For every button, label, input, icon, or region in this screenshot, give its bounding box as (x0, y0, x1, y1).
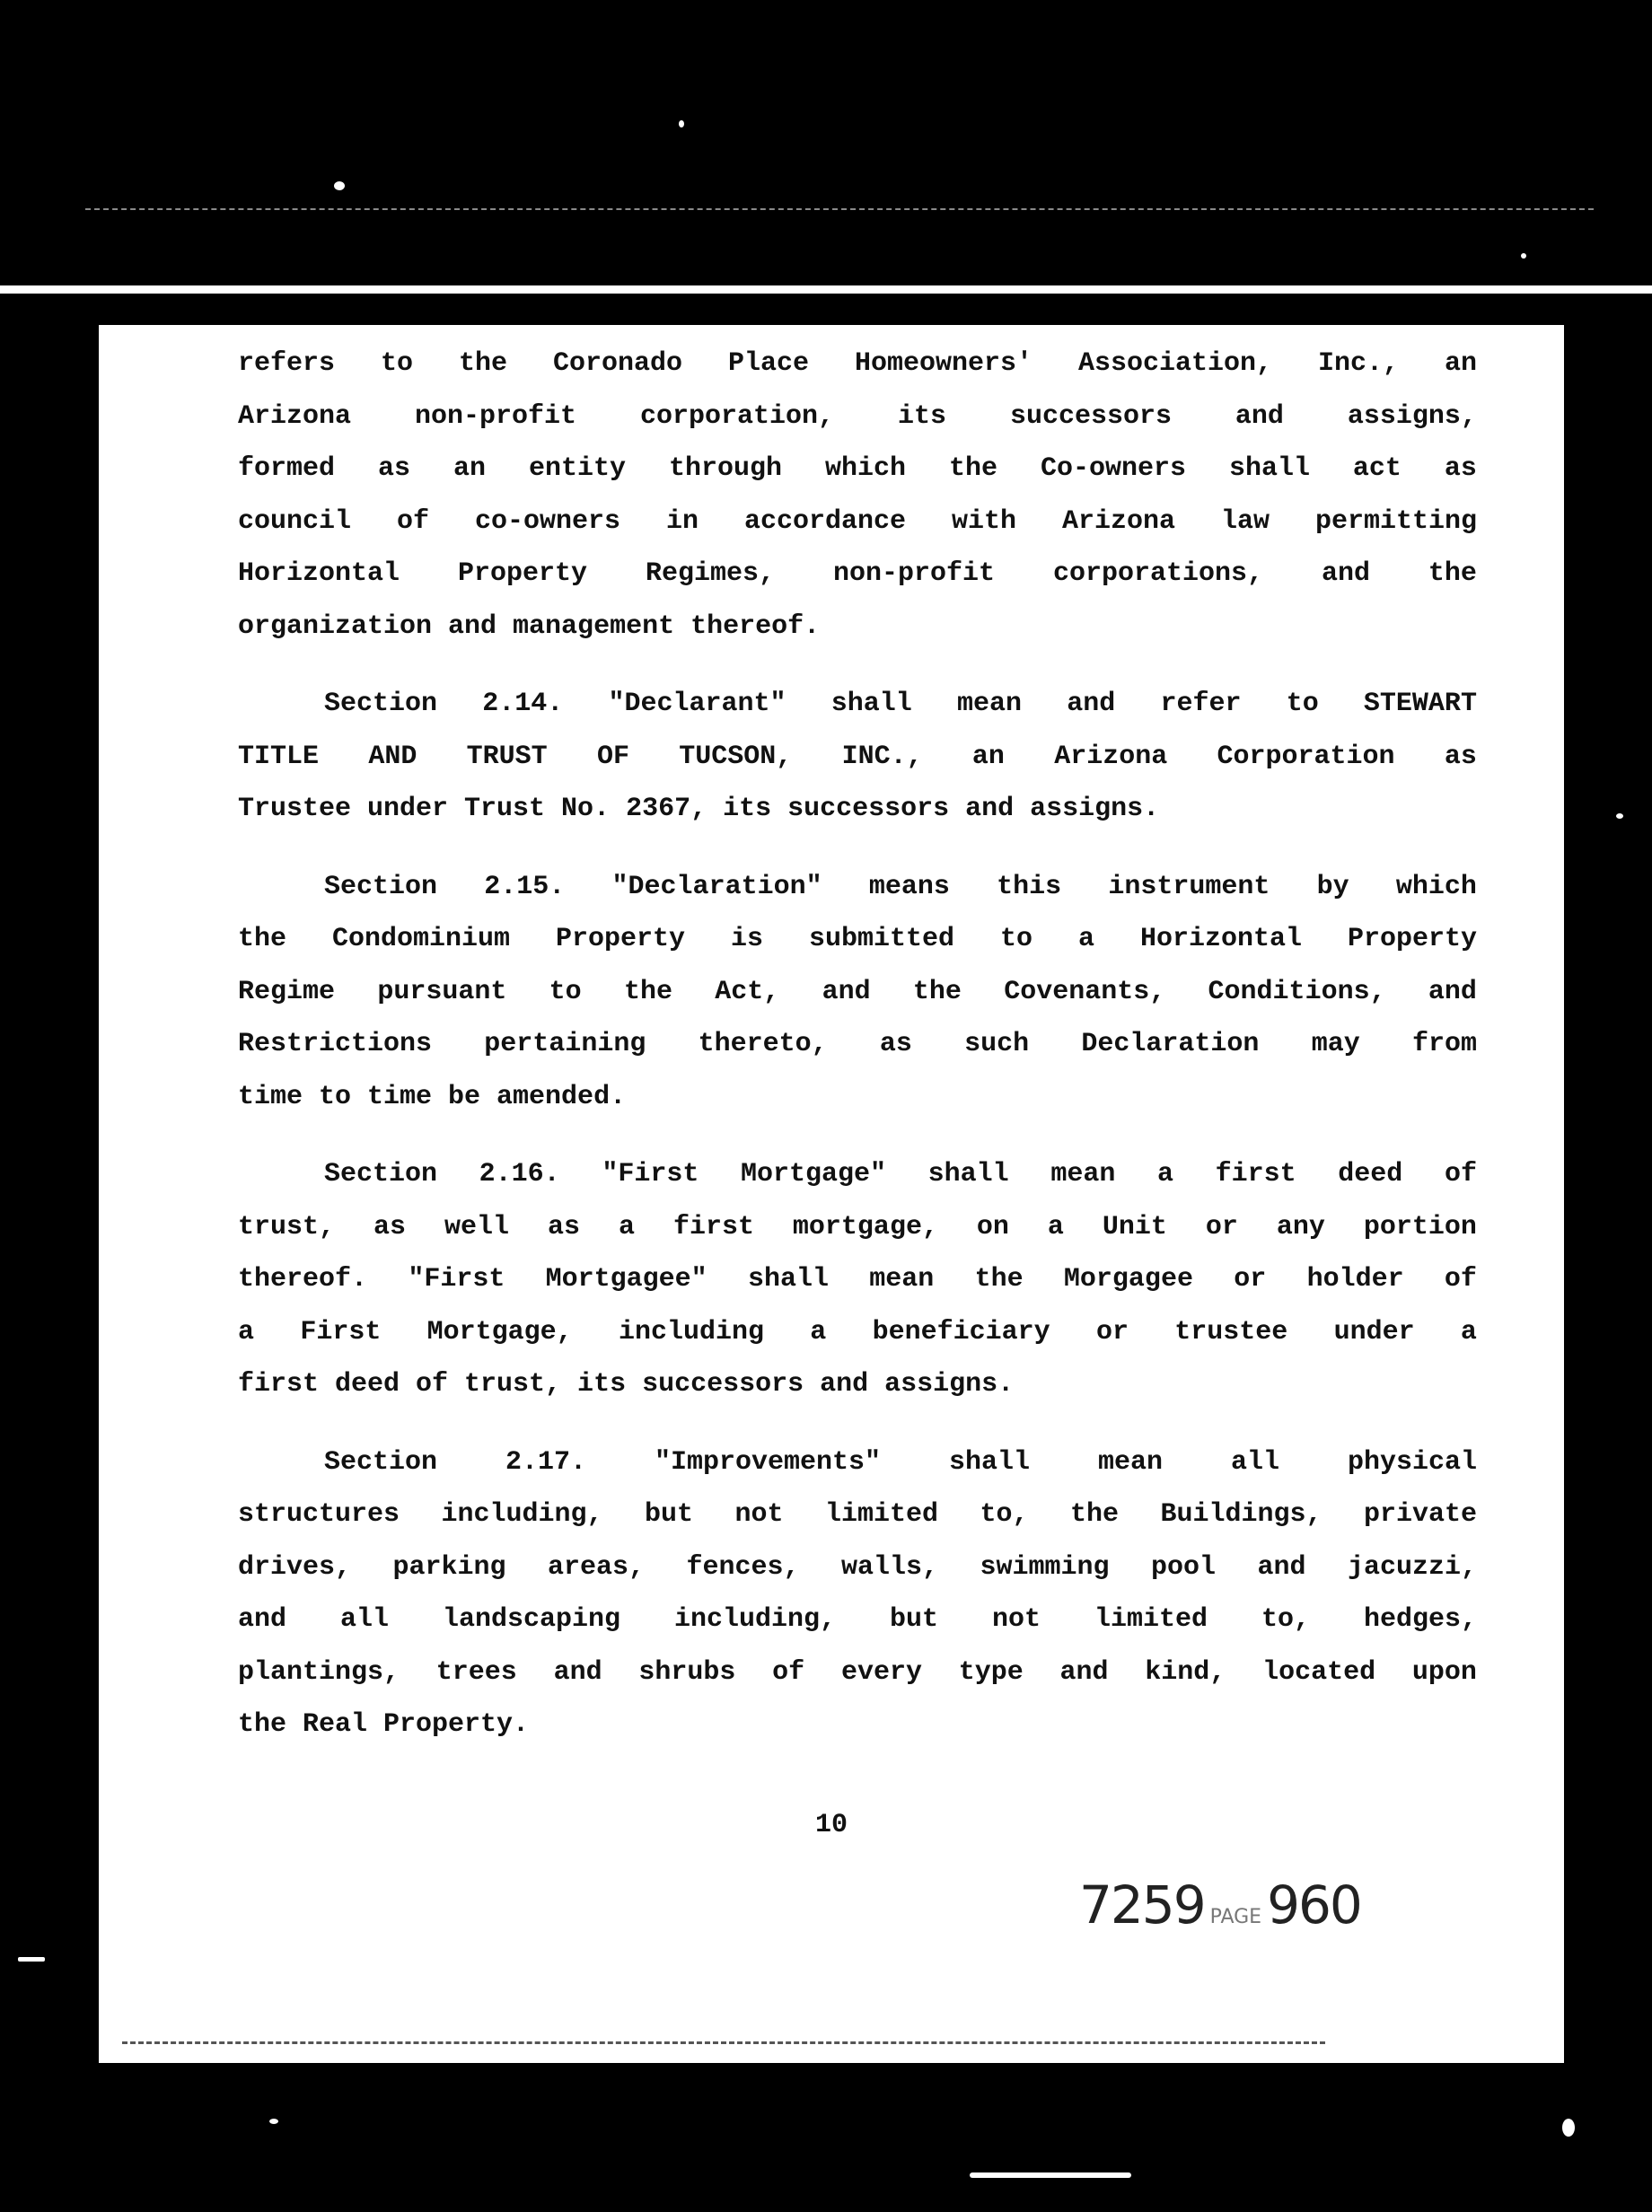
word: law (1220, 505, 1270, 537)
page-number: 10 (814, 1810, 848, 1840)
word: mortgage, (792, 1211, 938, 1242)
text-line: Trustee under Trust No. 2367, its successors and assigns. (238, 794, 1160, 824)
word: structures (238, 1499, 400, 1530)
text-line (238, 548, 1477, 601)
text-line (238, 1018, 1477, 1071)
scan-speck (970, 2172, 1131, 2178)
scan-speck (1616, 813, 1623, 819)
word: trees (435, 1656, 517, 1688)
word: Restrictions (238, 1029, 433, 1059)
word: kind, (1145, 1656, 1226, 1688)
word: Condominium (331, 924, 511, 954)
word: trust, (238, 1211, 336, 1242)
word: or (1234, 1264, 1267, 1295)
stamp-middle: PAGE (1209, 1906, 1262, 1928)
word: including, (441, 1499, 603, 1530)
word: Association, (1077, 348, 1273, 379)
word: as (879, 1029, 912, 1059)
word: Declaration (1081, 1029, 1260, 1059)
word: such (964, 1029, 1030, 1059)
word: the (948, 453, 997, 484)
word: Property (457, 558, 588, 589)
word: 2.14. (482, 689, 564, 719)
word: refer (1160, 689, 1242, 719)
paragraph (238, 678, 1477, 836)
paragraph (238, 338, 1477, 653)
word: to (381, 348, 414, 379)
word: first (1215, 1159, 1296, 1189)
word: through (668, 453, 782, 484)
word: Coronado (552, 348, 682, 379)
word: Unit (1102, 1211, 1167, 1242)
scan-speck (269, 2119, 278, 2124)
word: from (1411, 1029, 1477, 1059)
text-line (238, 1148, 1477, 1201)
text-line (238, 966, 1477, 1019)
word: or (1205, 1211, 1238, 1242)
word: portion (1363, 1211, 1477, 1242)
word: Arizona (1054, 741, 1168, 772)
word: Section (324, 871, 438, 902)
text-line (238, 861, 1477, 914)
word: shall (830, 689, 912, 719)
word: to, (980, 1499, 1029, 1530)
word: the (1069, 1499, 1119, 1530)
word: Covenants, (1004, 976, 1166, 1007)
word: a (1156, 1159, 1173, 1189)
word: drives, (238, 1551, 352, 1583)
word: TUCSON, (679, 741, 793, 772)
text-line (238, 1488, 1477, 1541)
word: thereto, (698, 1029, 828, 1059)
text-line (238, 1646, 1477, 1699)
word: including (618, 1316, 764, 1347)
word: of (772, 1656, 805, 1688)
word: to (999, 924, 1032, 954)
recording-stamp (1079, 1874, 1361, 1936)
text-line: time to time be amended. (238, 1081, 627, 1112)
word: a (618, 1211, 635, 1242)
word: swimming (980, 1551, 1110, 1583)
word: the (238, 924, 287, 954)
text-line (238, 496, 1477, 549)
word: mean (869, 1264, 935, 1295)
text-line (238, 1201, 1477, 1254)
word: "First (408, 1264, 505, 1295)
word: deed (1338, 1159, 1403, 1189)
word: "Declaration" (611, 871, 822, 902)
word: all (339, 1604, 389, 1635)
word: not (991, 1604, 1041, 1635)
word: council (238, 505, 352, 537)
paragraph-gap (238, 1411, 1477, 1436)
word: private (1363, 1499, 1477, 1530)
scan-speck (1521, 253, 1526, 259)
word: and (1059, 1656, 1109, 1688)
word: first (672, 1211, 754, 1242)
word: as (547, 1211, 580, 1242)
word: plantings, (238, 1656, 400, 1688)
word: every (840, 1656, 922, 1688)
word: 2.17. (505, 1446, 587, 1478)
word: co-owners (474, 505, 621, 537)
text-line: first deed of trust, its successors and assigns. (238, 1369, 1015, 1400)
word: including, (673, 1604, 837, 1635)
word: TRUST (466, 741, 548, 772)
text-line: organization and management thereof. (238, 610, 821, 642)
scan-speck (334, 181, 345, 190)
word: Section (324, 1159, 438, 1189)
word: thereof. (238, 1264, 368, 1295)
word: First (300, 1316, 382, 1347)
text-line (238, 678, 1477, 731)
word: of (1444, 1264, 1477, 1295)
word: instrument (1108, 871, 1270, 902)
word: a (1047, 1211, 1064, 1242)
word: to (1286, 689, 1319, 719)
paragraph-gap (238, 1123, 1477, 1148)
word: Arizona (1061, 505, 1175, 537)
word: the (458, 348, 507, 379)
word: a (1460, 1316, 1477, 1347)
stamp-page: 960 (1267, 1874, 1361, 1936)
word: Place (727, 348, 809, 379)
word: "Improvements" (654, 1446, 882, 1478)
word: a (810, 1316, 827, 1347)
word: an (971, 741, 1005, 772)
word: a (1077, 924, 1094, 954)
text-line: the Real Property. (238, 1709, 530, 1740)
word: to (549, 976, 582, 1007)
word: located (1262, 1656, 1376, 1688)
word: STEWART (1363, 689, 1477, 719)
paragraph (238, 1436, 1477, 1751)
word: by (1316, 871, 1349, 902)
word: areas, (548, 1551, 646, 1583)
text-line (238, 443, 1477, 496)
word: upon (1411, 1656, 1477, 1688)
word: Buildings, (1160, 1499, 1322, 1530)
word: in (665, 505, 699, 537)
word: to, (1261, 1604, 1310, 1635)
word: its (897, 400, 946, 432)
word: refers (238, 348, 336, 379)
scan-top-rule (0, 285, 1652, 294)
word: the (623, 976, 672, 1007)
word: of (1444, 1159, 1477, 1189)
word: formed (238, 453, 336, 484)
text-line (238, 1593, 1477, 1646)
text-line (238, 391, 1477, 443)
word: or (1095, 1316, 1129, 1347)
word: Homeowners' (854, 348, 1032, 379)
word: pursuant (377, 976, 507, 1007)
scan-speck (679, 120, 684, 127)
word: which (1395, 871, 1477, 902)
word: not (734, 1499, 784, 1530)
word: Mortgagee" (545, 1264, 707, 1295)
word: AND (368, 741, 417, 772)
word: Co-owners (1040, 453, 1186, 484)
word: means (868, 871, 950, 902)
text-line (238, 731, 1477, 784)
word: limited (824, 1499, 938, 1530)
word: shall (949, 1446, 1031, 1478)
word: limited (1094, 1604, 1208, 1635)
word: TITLE (238, 741, 320, 772)
word: mean (956, 689, 1022, 719)
word: an (1444, 348, 1477, 379)
paragraph (238, 1148, 1477, 1411)
word: submitted (808, 924, 955, 954)
word: Regimes, (645, 558, 775, 589)
word: the (912, 976, 962, 1007)
word: on (976, 1211, 1009, 1242)
word: and (1067, 689, 1116, 719)
word: OF (596, 741, 629, 772)
word: and (1428, 976, 1477, 1007)
word: Act, (715, 976, 780, 1007)
word: under (1333, 1316, 1415, 1347)
word: "Declarant" (608, 689, 786, 719)
text-line (238, 913, 1477, 966)
word: corporation, (639, 400, 835, 432)
word: 2.15. (484, 871, 566, 902)
word: physical (1347, 1446, 1477, 1478)
word: 2.16. (479, 1159, 560, 1189)
text-line (238, 1436, 1477, 1489)
word: Inc., (1317, 348, 1399, 379)
paragraph-gap (238, 836, 1477, 861)
word: accordance (743, 505, 906, 537)
word: landscaping (442, 1604, 621, 1635)
text-line (238, 1306, 1477, 1359)
word: Section (324, 1446, 438, 1478)
word: non-profit (414, 400, 577, 432)
scan-bottom-dashed-line (122, 2041, 1325, 2044)
scan-dashed-line (85, 208, 1594, 210)
word: Arizona (238, 400, 352, 432)
word: Mortgage, (426, 1316, 573, 1347)
word: and (553, 1656, 602, 1688)
word: as (378, 453, 411, 484)
word: "First (602, 1159, 699, 1189)
stamp-docket: 7259 (1079, 1874, 1205, 1936)
word: any (1276, 1211, 1325, 1242)
word: shall (1228, 453, 1310, 484)
word: hedges, (1363, 1604, 1477, 1635)
word: pertaining (484, 1029, 646, 1059)
word: Horizontal (1139, 924, 1302, 954)
paragraph-gap (238, 653, 1477, 678)
word: pool (1151, 1551, 1217, 1583)
word: holder (1306, 1264, 1404, 1295)
word: mean (1097, 1446, 1163, 1478)
scan-speck (1562, 2119, 1575, 2137)
word: is (731, 924, 764, 954)
word: and (1321, 558, 1370, 589)
word: permitting (1314, 505, 1477, 537)
word: jacuzzi, (1347, 1551, 1477, 1583)
word: an (453, 453, 486, 484)
word: and (822, 976, 871, 1007)
word: shrubs (638, 1656, 736, 1688)
word: which (824, 453, 906, 484)
word: the (974, 1264, 1024, 1295)
word: but (889, 1604, 938, 1635)
word: Regime (238, 976, 336, 1007)
word: and (238, 1604, 287, 1635)
word: may (1311, 1029, 1360, 1059)
word: of (397, 505, 430, 537)
word: well (444, 1211, 509, 1242)
word: Morgagee (1063, 1264, 1193, 1295)
word: fences, (686, 1551, 800, 1583)
text-line (238, 338, 1477, 391)
word: successors (1009, 400, 1172, 432)
word: a (238, 1316, 255, 1347)
word: but (645, 1499, 694, 1530)
word: INC., (841, 741, 923, 772)
word: and (1235, 400, 1284, 432)
word: trustee (1174, 1316, 1288, 1347)
word: as (1444, 453, 1477, 484)
word: act (1352, 453, 1402, 484)
word: corporations, (1052, 558, 1263, 589)
word: and (1257, 1551, 1306, 1583)
word: shall (927, 1159, 1009, 1189)
word: Section (324, 689, 438, 719)
word: entity (528, 453, 626, 484)
word: shall (747, 1264, 829, 1295)
word: as (1444, 741, 1477, 772)
word: walls, (841, 1551, 939, 1583)
word: Corporation (1217, 741, 1395, 772)
word: beneficiary (872, 1316, 1050, 1347)
word: Property (1347, 924, 1477, 954)
word: assigns, (1347, 400, 1477, 432)
word: Property (556, 924, 686, 954)
text-line (238, 1253, 1477, 1306)
scan-speck (18, 1957, 45, 1962)
word: type (958, 1656, 1024, 1688)
paragraph (238, 861, 1477, 1124)
text-line (238, 1541, 1477, 1594)
word: this (997, 871, 1062, 902)
word: all (1230, 1446, 1279, 1478)
word: parking (392, 1551, 506, 1583)
word: Mortgage" (741, 1159, 887, 1189)
word: Conditions, (1208, 976, 1386, 1007)
word: mean (1050, 1159, 1116, 1189)
word: the (1428, 558, 1477, 589)
word: with (951, 505, 1016, 537)
word: non-profit (832, 558, 995, 589)
document-body (238, 338, 1477, 1751)
word: Horizontal (238, 558, 400, 589)
document-page (99, 325, 1564, 2063)
word: as (373, 1211, 407, 1242)
